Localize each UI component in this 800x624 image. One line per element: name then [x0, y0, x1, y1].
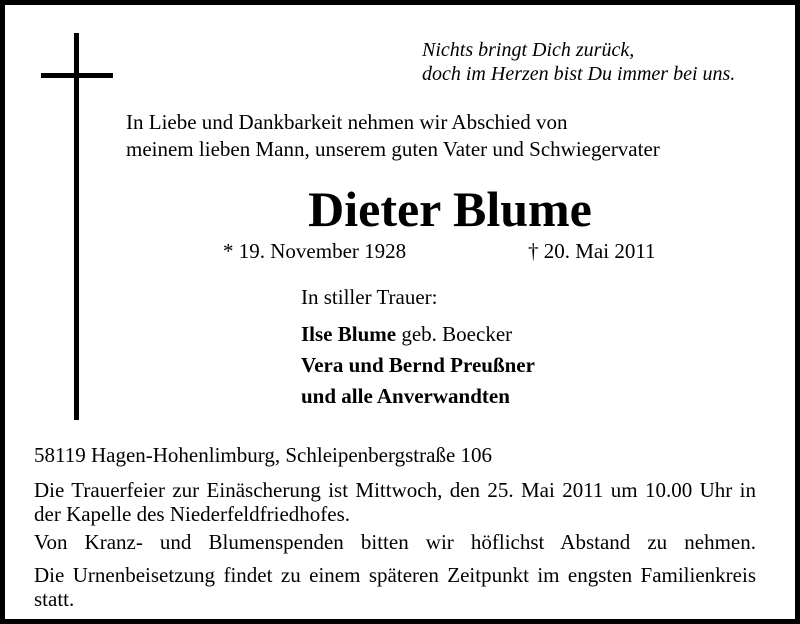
urn-burial-paragraph: Die Urnenbeisetzung findet zu einem späteren Zeitpunkt im engsten Familienkreis statt.: [34, 563, 756, 611]
intro-line-1: In Liebe und Dankbarkeit nehmen wir Abschied von: [126, 110, 568, 134]
death-date: † 20. Mai 2011: [528, 239, 656, 263]
mourners-list: [301, 319, 535, 412]
flowers-paragraph: Von Kranz- und Blumenspenden bitten wir höflichst Abstand zu nehmen.: [34, 530, 756, 554]
motto-line-2: doch im Herzen bist Du immer bei uns.: [422, 63, 736, 85]
cross-icon-bar: [41, 73, 113, 78]
birth-date: * 19. November 1928: [223, 239, 407, 263]
motto: [422, 38, 735, 86]
intro-line-2: meinem lieben Mann, unserem guten Vater und Schwiegervater: [126, 137, 660, 161]
mourning-label: In stiller Trauer:: [301, 285, 438, 309]
funeral-info-paragraph: Die Trauerfeier zur Einäscherung ist Mittwoch, den 25. Mai 2011 um 10.00 Uhr in der Kapelle des Niederfeldfriedhofes.: [34, 478, 756, 526]
deceased-name-row: [5, 180, 795, 238]
mourner-3: und alle Anverwandten: [301, 384, 510, 408]
address: 58119 Hagen-Hohenlimburg, Schleipenbergstraße 106: [34, 443, 493, 467]
mourner-2: Vera und Bernd Preußner: [301, 353, 535, 377]
intro-text: [126, 109, 660, 163]
deceased-name: Dieter Blume: [308, 181, 592, 237]
motto-line-1: Nichts bringt Dich zurück,: [422, 39, 635, 61]
mourner-1-name: Ilse Blume: [301, 322, 397, 346]
mourner-1-suffix: geb. Boecker: [401, 322, 513, 346]
mourner-1: [301, 319, 535, 350]
